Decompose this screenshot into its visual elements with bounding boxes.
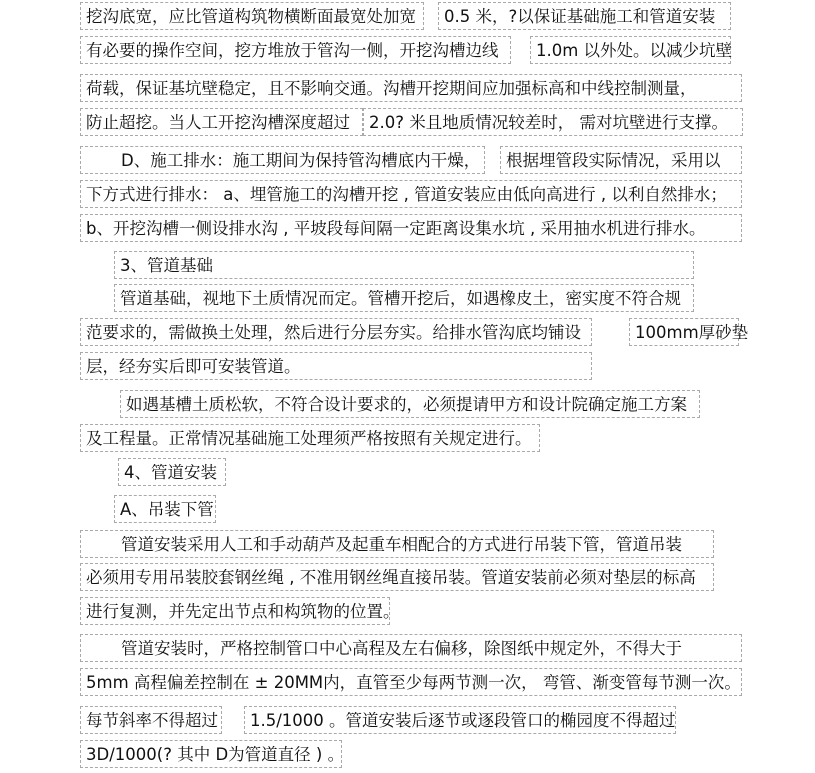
text-line: 1.0m 以外处。以减少坑壁: [530, 36, 731, 64]
text-line: 管道基础，视地下土质情况而定。管槽开挖后，如遇橡皮土，密实度不符合规: [114, 284, 694, 312]
text-line: 防止超挖。当人工开挖沟槽深度超过: [80, 108, 363, 136]
text-line: 每节斜率不得超过: [80, 706, 222, 734]
text-line: 2.0? 米且地质情况较差时， 需对坑壁进行支撑。: [363, 108, 743, 136]
text-line: 5mm 高程偏差控制在 ± 20MM内，直管至少每两节测一次， 弯管、渐变管每节测一次。: [80, 668, 742, 696]
section-heading: 3、管道基础: [114, 251, 694, 279]
text-line: 进行复测，并先定出节点和构筑物的位置。: [80, 597, 390, 625]
text-line: 100mm厚砂垫: [629, 318, 739, 346]
text-line: 及工程量。正常情况基础施工处理须严格按照有关规定进行。: [80, 424, 540, 452]
text-line: 如遇基槽土质松软，不符合设计要求的，必须提请甲方和设计院确定施工方案: [120, 390, 700, 418]
text-line: 必须用专用吊装胶套钢丝绳 , 不准用钢丝绳直接吊装。管道安装前必须对垫层的标高: [80, 563, 714, 591]
text-line: 层，经夯实后即可安装管道。: [80, 352, 592, 380]
text-line: b、开挖沟槽一侧设排水沟 , 平坡段每间隔一定距离设集水坑 , 采用抽水机进行排水。: [80, 214, 742, 242]
text-line: 根据埋管段实际情况，采用以: [500, 146, 742, 174]
text-line: 荷载，保证基坑壁稳定，且不影响交通。沟槽开挖期间应加强标高和中线控制测量，: [80, 74, 742, 102]
text-line: 挖沟底宽，应比管道构筑物横断面最宽处加宽: [80, 2, 424, 30]
text-line: 管道安装采用人工和手动葫芦及起重车相配合的方式进行吊装下管，管道吊装: [80, 530, 714, 558]
text-line: 3D/1000(? 其中 D为管道直径 ) 。: [80, 740, 342, 768]
text-line: 下方式进行排水： a、埋管施工的沟槽开挖 , 管道安装应由低向高进行 , 以利自然排水；: [80, 180, 742, 208]
text-line: 范要求的，需做换土处理，然后进行分层夯实。给排水管沟底均铺设: [80, 318, 592, 346]
text-line: 管道安装时，严格控制管口中心高程及左右偏移，除图纸中规定外，不得大于: [80, 634, 742, 662]
text-line: 有必要的操作空间，挖方堆放于管沟一侧，开挖沟槽边线: [80, 36, 511, 64]
subsection-heading: A、吊装下管: [114, 495, 216, 523]
section-heading: 4、管道安装: [118, 458, 226, 486]
text-line: D、施工排水：施工期间为保持管沟槽底内干燥，: [80, 146, 485, 174]
text-line: 1.5/1000 。管道安装后逐节或逐段管口的椭园度不得超过: [244, 706, 676, 734]
text-line: 0.5 米，?以保证基础施工和管道安装: [438, 2, 731, 30]
